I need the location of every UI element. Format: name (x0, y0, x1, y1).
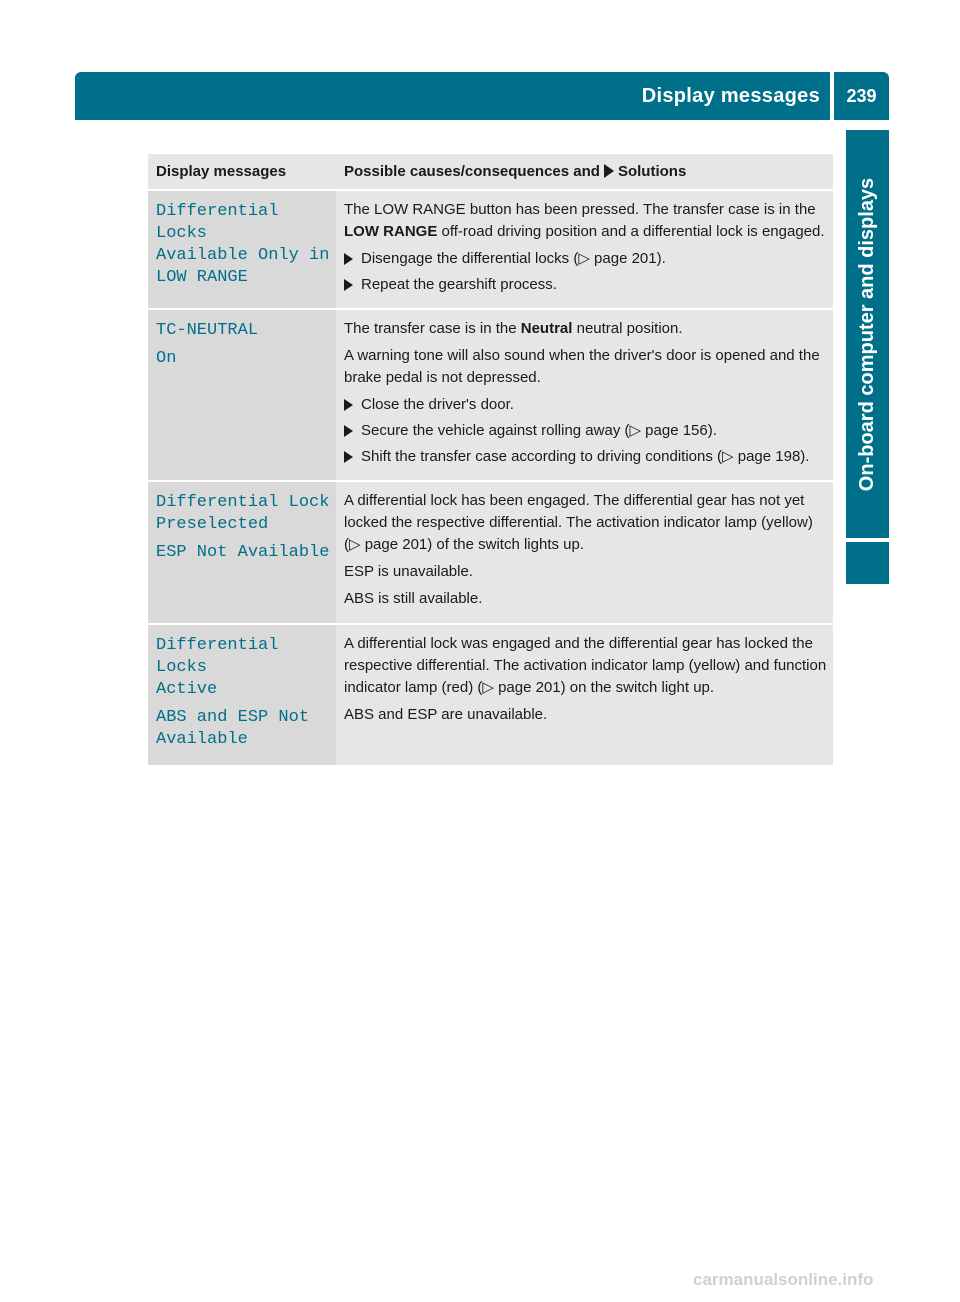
cause-text-bold: Neutral (520, 320, 573, 337)
solution-step (344, 420, 827, 442)
watermark: carmanualsonline.info (693, 1270, 874, 1289)
cause-text: A warning tone will also sound when the driver's door is opened and the brake pedal is not depressed. (344, 347, 820, 386)
solution-step-text: Repeat the gearshift process. (361, 276, 557, 293)
display-message: TC-NEUTRAL (156, 321, 259, 340)
solution-cell (336, 309, 833, 481)
table-header-row (148, 154, 833, 190)
cause-text-part: neutral position. (572, 320, 683, 337)
cause-text-part: off-road driving position and a differential lock is engaged. (437, 223, 825, 240)
page-title: Display messages (641, 84, 820, 107)
table-row (148, 624, 833, 766)
solution-step-text: Shift the transfer case according to driving conditions (▷ page 198). (361, 448, 810, 465)
header-display-messages: Display messages (148, 154, 336, 190)
step-arrow-icon (344, 425, 353, 437)
display-message-line: Differential Lock (156, 493, 330, 512)
side-tab-label: On-board computer and displays (856, 177, 879, 491)
page-number-box (834, 72, 889, 120)
table-row (148, 190, 833, 309)
display-message (156, 707, 330, 751)
display-message-line: ABS and ESP Not (156, 708, 310, 727)
page-number: 239 (846, 85, 877, 106)
header-causes-solutions (336, 154, 833, 190)
table-row (148, 309, 833, 481)
step-arrow-icon (344, 451, 353, 463)
table-row (148, 481, 833, 624)
solution-step (344, 394, 827, 416)
solution-cell (336, 190, 833, 309)
cause-text-part: The transfer case is in the (344, 320, 521, 337)
solution-cell (336, 624, 833, 766)
display-messages-table (148, 154, 833, 767)
display-message: On (156, 349, 177, 368)
message-cell (148, 309, 336, 481)
side-tab-marker (846, 542, 889, 584)
display-message-line: Available (156, 730, 248, 749)
message-cell (148, 481, 336, 624)
arrow-icon (604, 164, 614, 178)
solution-step-text: Close the driver's door. (361, 396, 514, 413)
display-message-line: Active (156, 680, 218, 699)
header-bar (75, 72, 830, 120)
display-message (156, 201, 330, 289)
solution-step (344, 274, 827, 296)
cause-text: ABS is still available. (344, 590, 483, 607)
cause-text: A differential lock has been engaged. The differential gear has not yet locked the respective differential. The activation indicator lamp (yellow) (▷ page 201) of the switch lights up. (344, 492, 813, 553)
cause-text (344, 318, 827, 340)
step-arrow-icon (344, 399, 353, 411)
cause-text (344, 199, 827, 243)
step-arrow-icon (344, 253, 353, 265)
display-message-line: LOW RANGE (156, 268, 248, 287)
side-tab-text (846, 130, 889, 538)
cause-text: ESP is unavailable. (344, 563, 473, 580)
display-message: ESP Not Available (156, 543, 330, 562)
solution-cell (336, 481, 833, 624)
message-cell (148, 190, 336, 309)
solution-step-text: Disengage the differential locks (▷ page 201). (361, 250, 666, 267)
cause-text-part: The LOW RANGE button has been pressed. The transfer case is in the (344, 201, 816, 218)
display-message-line: Differential Locks (156, 202, 279, 243)
display-message (156, 635, 330, 701)
cause-text: ABS and ESP are unavailable. (344, 706, 548, 723)
display-message-line: Available Only in (156, 246, 330, 265)
display-message (156, 492, 330, 536)
solution-step (344, 248, 827, 270)
cause-text: A differential lock was engaged and the differential gear has locked the respective differential. The activation indicator lamp (yellow) and function indicator lamp (red) (▷ page 201) on the switch light up. (344, 635, 827, 696)
header-solutions-text: Solutions (617, 163, 687, 180)
header-causes-text: Possible causes/consequences and (344, 163, 600, 180)
message-cell (148, 624, 336, 766)
cause-text-bold: LOW RANGE (344, 223, 438, 240)
display-message-line: Preselected (156, 515, 269, 534)
display-message-line: Differential Locks (156, 636, 279, 677)
solution-step-text: Secure the vehicle against rolling away (▷ page 156). (361, 422, 717, 439)
solution-step (344, 446, 827, 468)
step-arrow-icon (344, 279, 353, 291)
